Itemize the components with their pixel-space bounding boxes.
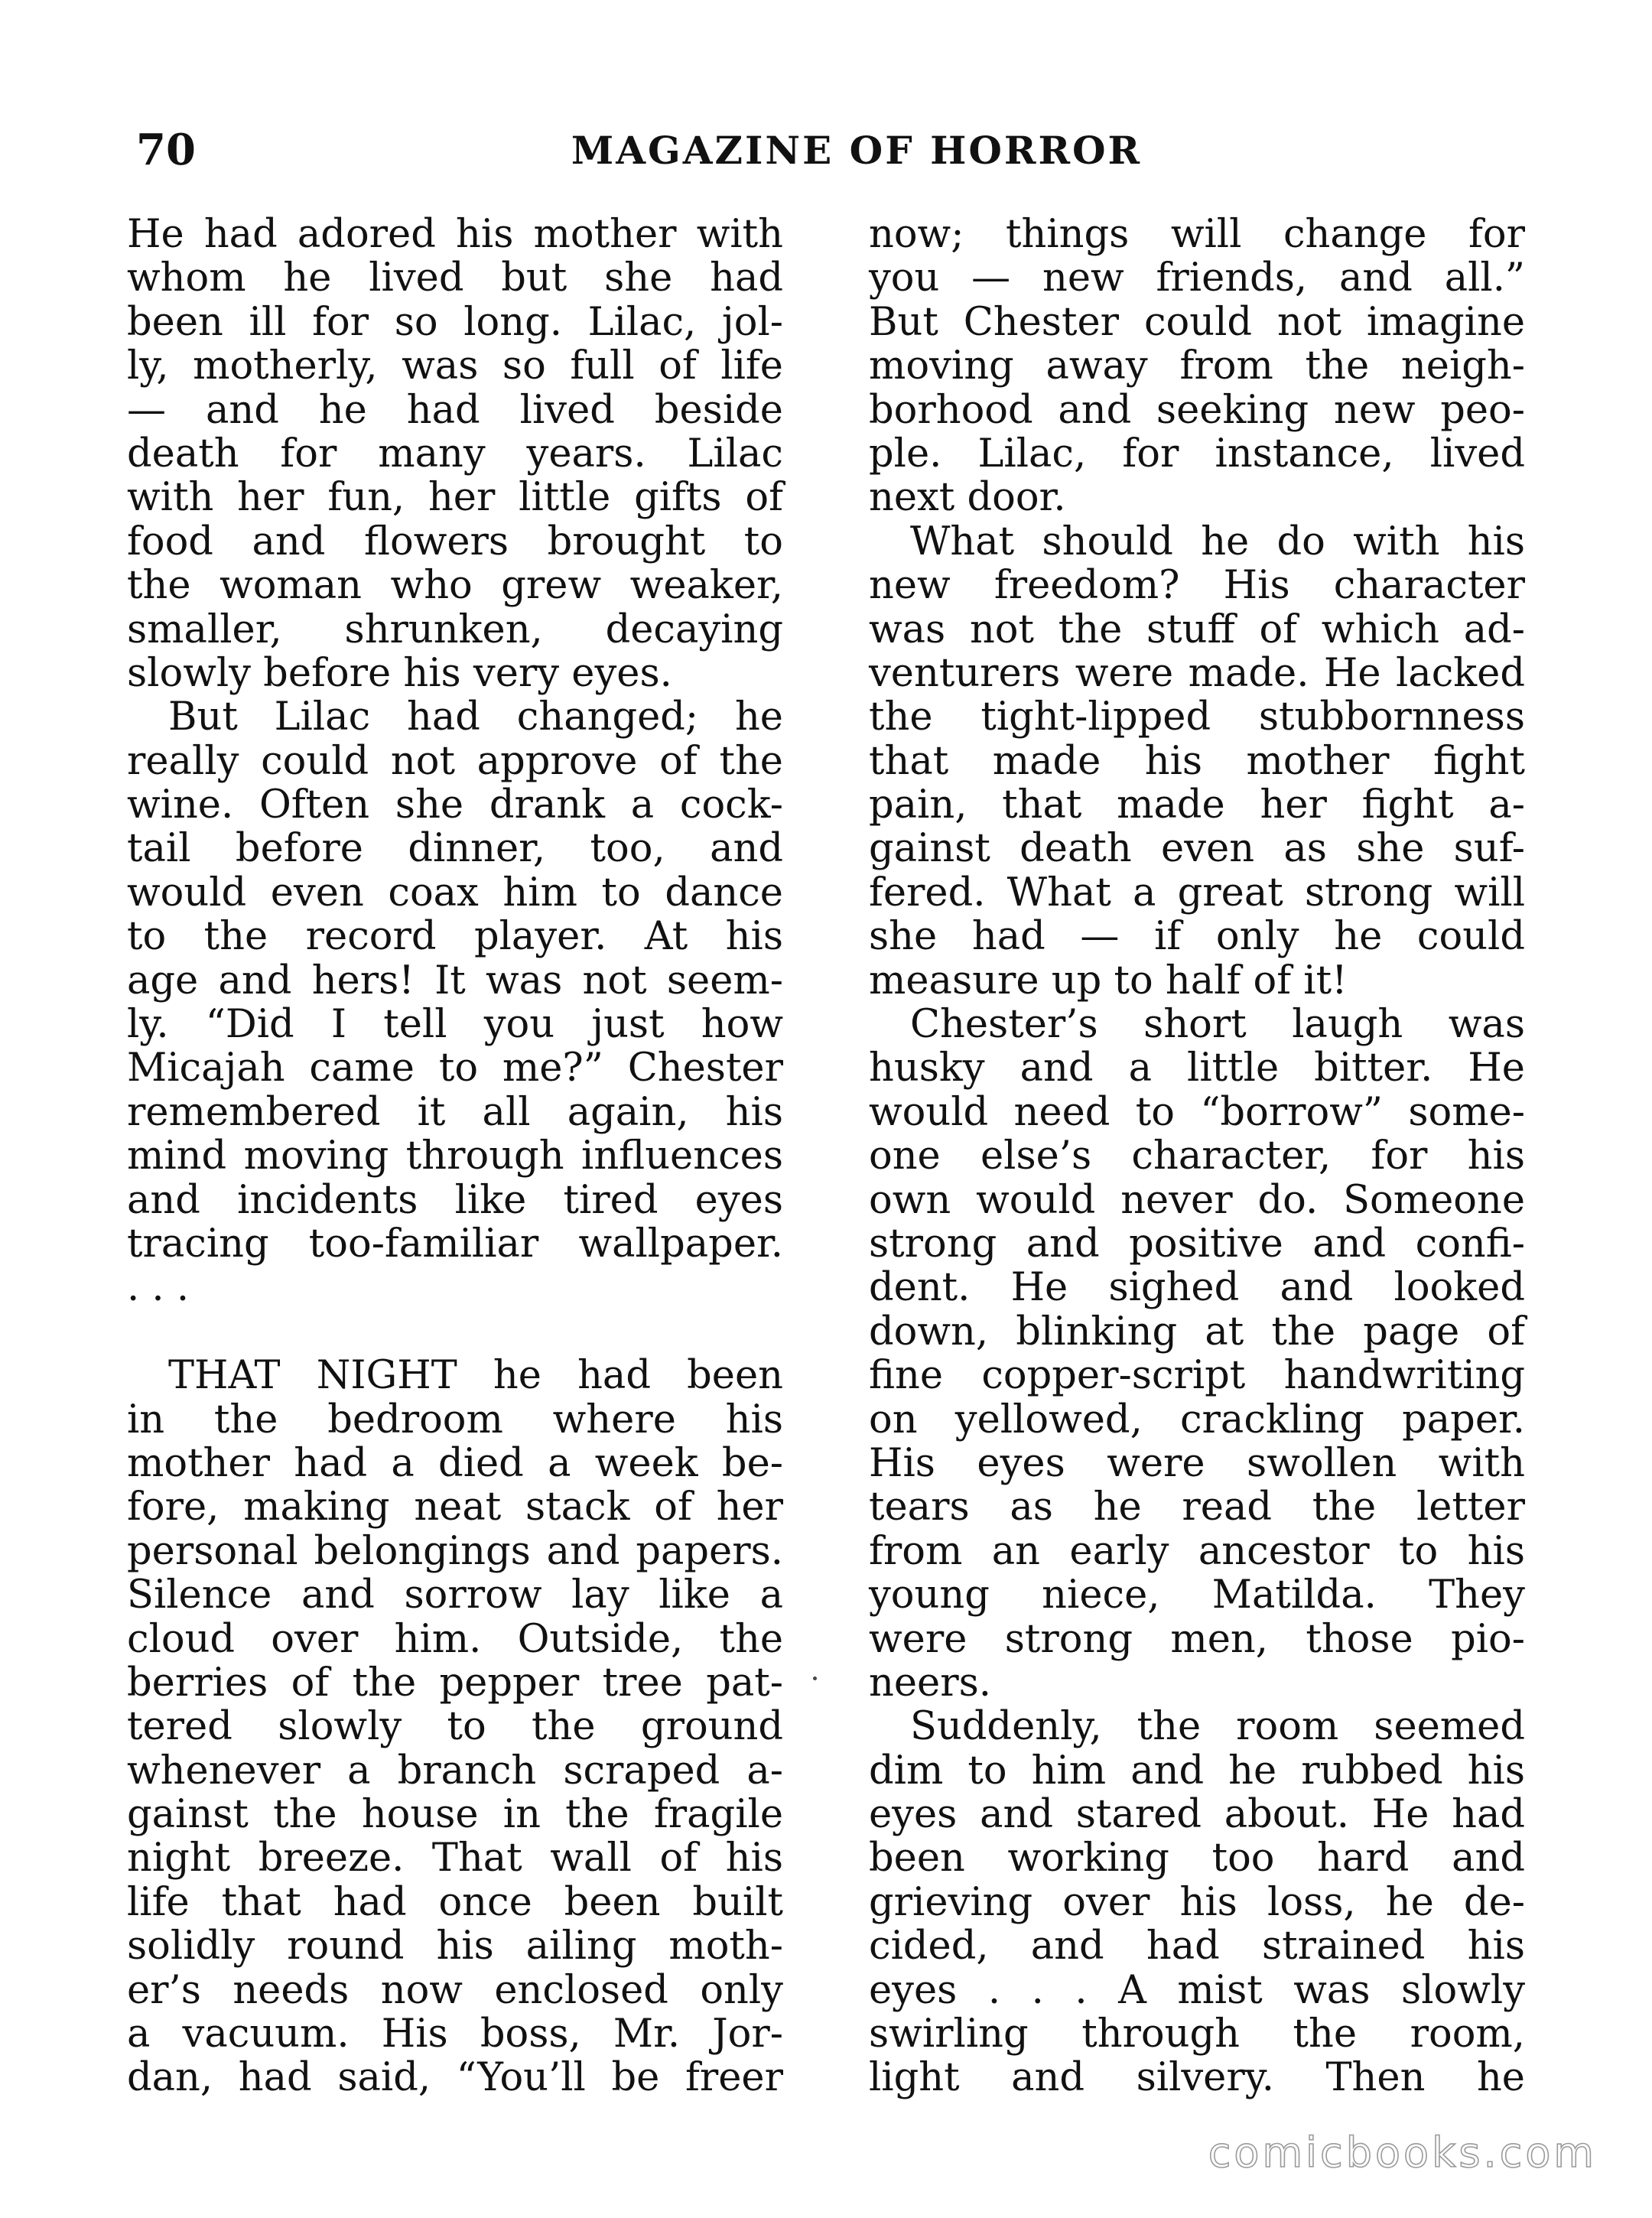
- text-line: fered. What a great strong will: [869, 870, 1525, 915]
- text-line: smaller, shrunken, decaying: [127, 607, 783, 652]
- text-line: that made his mother fight: [869, 738, 1525, 784]
- text-line: whenever a branch scraped a-: [127, 1748, 783, 1794]
- text-line: THAT NIGHT he had been: [168, 1353, 783, 1399]
- text-line: on yellowed, crackling paper.: [869, 1397, 1525, 1442]
- text-line: been working too hard and: [869, 1836, 1525, 1881]
- text-line: fore, making neat stack of her: [127, 1485, 783, 1530]
- text-line: ple. Lilac, for instance, lived: [869, 431, 1525, 476]
- text-line: ly, motherly, was so full of life: [127, 343, 783, 389]
- text-line: you — new friends, and all.”: [869, 255, 1525, 301]
- text-line: He had adored his mother with: [127, 212, 783, 257]
- text-line: Chester’s short laugh was: [910, 1002, 1525, 1048]
- text-line: cided, and had strained his: [869, 1924, 1525, 1969]
- text-line: with her fun, her little gifts of: [127, 475, 783, 521]
- text-line: husky and a little bitter. He: [869, 1046, 1525, 1091]
- text-line: were strong men, those pio-: [869, 1616, 1525, 1662]
- text-line: own would never do. Someone: [869, 1177, 1525, 1223]
- text-line: er’s needs now enclosed only: [127, 1967, 783, 2013]
- text-line: — and he had lived beside: [127, 387, 783, 433]
- text-line: was not the stuff of which ad-: [869, 607, 1525, 652]
- text-line: fine copper-script handwriting: [869, 1353, 1525, 1399]
- text-line: cloud over him. Outside, the: [127, 1616, 783, 1662]
- text-line: slowly before his very eyes.: [127, 650, 672, 696]
- ellipsis-line: . . .: [127, 1265, 190, 1311]
- text-line: pain, that made her fight a-: [869, 782, 1525, 828]
- text-line: really could not approve of the: [127, 738, 783, 784]
- text-line: wine. Often she drank a cock-: [127, 782, 783, 828]
- left-column: [127, 213, 783, 2100]
- text-line: she had — if only he could: [869, 914, 1525, 960]
- text-line: berries of the pepper tree pat-: [127, 1660, 783, 1706]
- text-line: dent. He sighed and looked: [869, 1265, 1525, 1311]
- text-line: Suddenly, the room seemed: [910, 1704, 1525, 1750]
- right-column: [869, 213, 1525, 2100]
- text-line: one else’s character, for his: [869, 1133, 1525, 1179]
- text-line: would even coax him to dance: [127, 870, 783, 915]
- text-line: the woman who grew weaker,: [127, 563, 783, 609]
- text-line: eyes and stared about. He had: [869, 1792, 1525, 1838]
- text-line: grieving over his loss, he de-: [869, 1879, 1525, 1925]
- text-line: and incidents like tired eyes: [127, 1177, 783, 1223]
- text-line: in the bedroom where his: [127, 1397, 783, 1442]
- text-line: the tight-lipped stubbornness: [869, 694, 1525, 740]
- text-line: venturers were made. He lacked: [869, 650, 1525, 696]
- text-line: moving away from the neigh-: [869, 343, 1525, 389]
- text-line: a vacuum. His boss, Mr. Jor-: [127, 2011, 783, 2057]
- text-line: would need to “borrow” some-: [869, 1089, 1525, 1135]
- text-line: death for many years. Lilac: [127, 431, 783, 476]
- text-line: whom he lived but she had: [127, 255, 783, 301]
- text-line: swirling through the room,: [869, 2011, 1525, 2057]
- text-line: borhood and seeking new peo-: [869, 387, 1525, 433]
- text-line: tail before dinner, too, and: [127, 826, 783, 872]
- text-line: dan, had said, “You’ll be freer: [127, 2055, 783, 2101]
- text-line: strong and positive and confi-: [869, 1221, 1525, 1267]
- text-line: to the record player. At his: [127, 914, 783, 960]
- watermark-logo: comicbooks.com: [1208, 2129, 1597, 2177]
- page-number: 70: [136, 125, 196, 175]
- text-line: life that had once been built: [127, 1879, 783, 1925]
- text-line: remembered it all again, his: [127, 1089, 783, 1135]
- text-line: eyes . . . A mist was slowly: [869, 1967, 1525, 2013]
- text-line: His eyes were swollen with: [869, 1440, 1525, 1486]
- text-line: What should he do with his: [910, 519, 1525, 564]
- text-line: light and silvery. Then he: [869, 2055, 1525, 2101]
- text-line: next door.: [869, 475, 1066, 521]
- text-line: mind moving through influences: [127, 1133, 783, 1179]
- running-head: MAGAZINE OF HORROR: [571, 128, 1143, 173]
- text-line: neers.: [869, 1660, 991, 1706]
- text-line: food and flowers brought to: [127, 519, 783, 564]
- text-line: tears as he read the letter: [869, 1485, 1525, 1530]
- text-line: down, blinking at the page of: [869, 1309, 1525, 1355]
- text-line: gainst death even as she suf-: [869, 826, 1525, 872]
- text-line: Silence and sorrow lay like a: [127, 1572, 783, 1618]
- text-line: ly. “Did I tell you just how: [127, 1002, 783, 1048]
- print-speck: [813, 1677, 817, 1680]
- text-line: Micajah came to me?” Chester: [127, 1046, 783, 1091]
- text-line: tered slowly to the ground: [127, 1704, 783, 1750]
- text-line: measure up to half of it!: [869, 958, 1348, 1003]
- text-line: But Lilac had changed; he: [168, 694, 783, 740]
- text-line: dim to him and he rubbed his: [869, 1748, 1525, 1794]
- text-line: solidly round his ailing moth-: [127, 1924, 783, 1969]
- blank-line: [127, 1310, 783, 1354]
- text-line: new freedom? His character: [869, 563, 1525, 609]
- text-line: But Chester could not imagine: [869, 299, 1525, 345]
- text-line: young niece, Matilda. They: [869, 1572, 1525, 1618]
- text-line: personal belongings and papers.: [127, 1528, 783, 1574]
- text-line: from an early ancestor to his: [869, 1528, 1525, 1574]
- text-line: age and hers! It was not seem-: [127, 958, 783, 1003]
- text-line: now; things will change for: [869, 212, 1525, 257]
- text-line: gainst the house in the fragile: [127, 1792, 783, 1838]
- text-line: been ill for so long. Lilac, jol-: [127, 299, 783, 345]
- text-line: mother had a died a week be-: [127, 1440, 783, 1486]
- text-line: night breeze. That wall of his: [127, 1836, 783, 1881]
- text-line: tracing too-familiar wallpaper.: [127, 1221, 783, 1267]
